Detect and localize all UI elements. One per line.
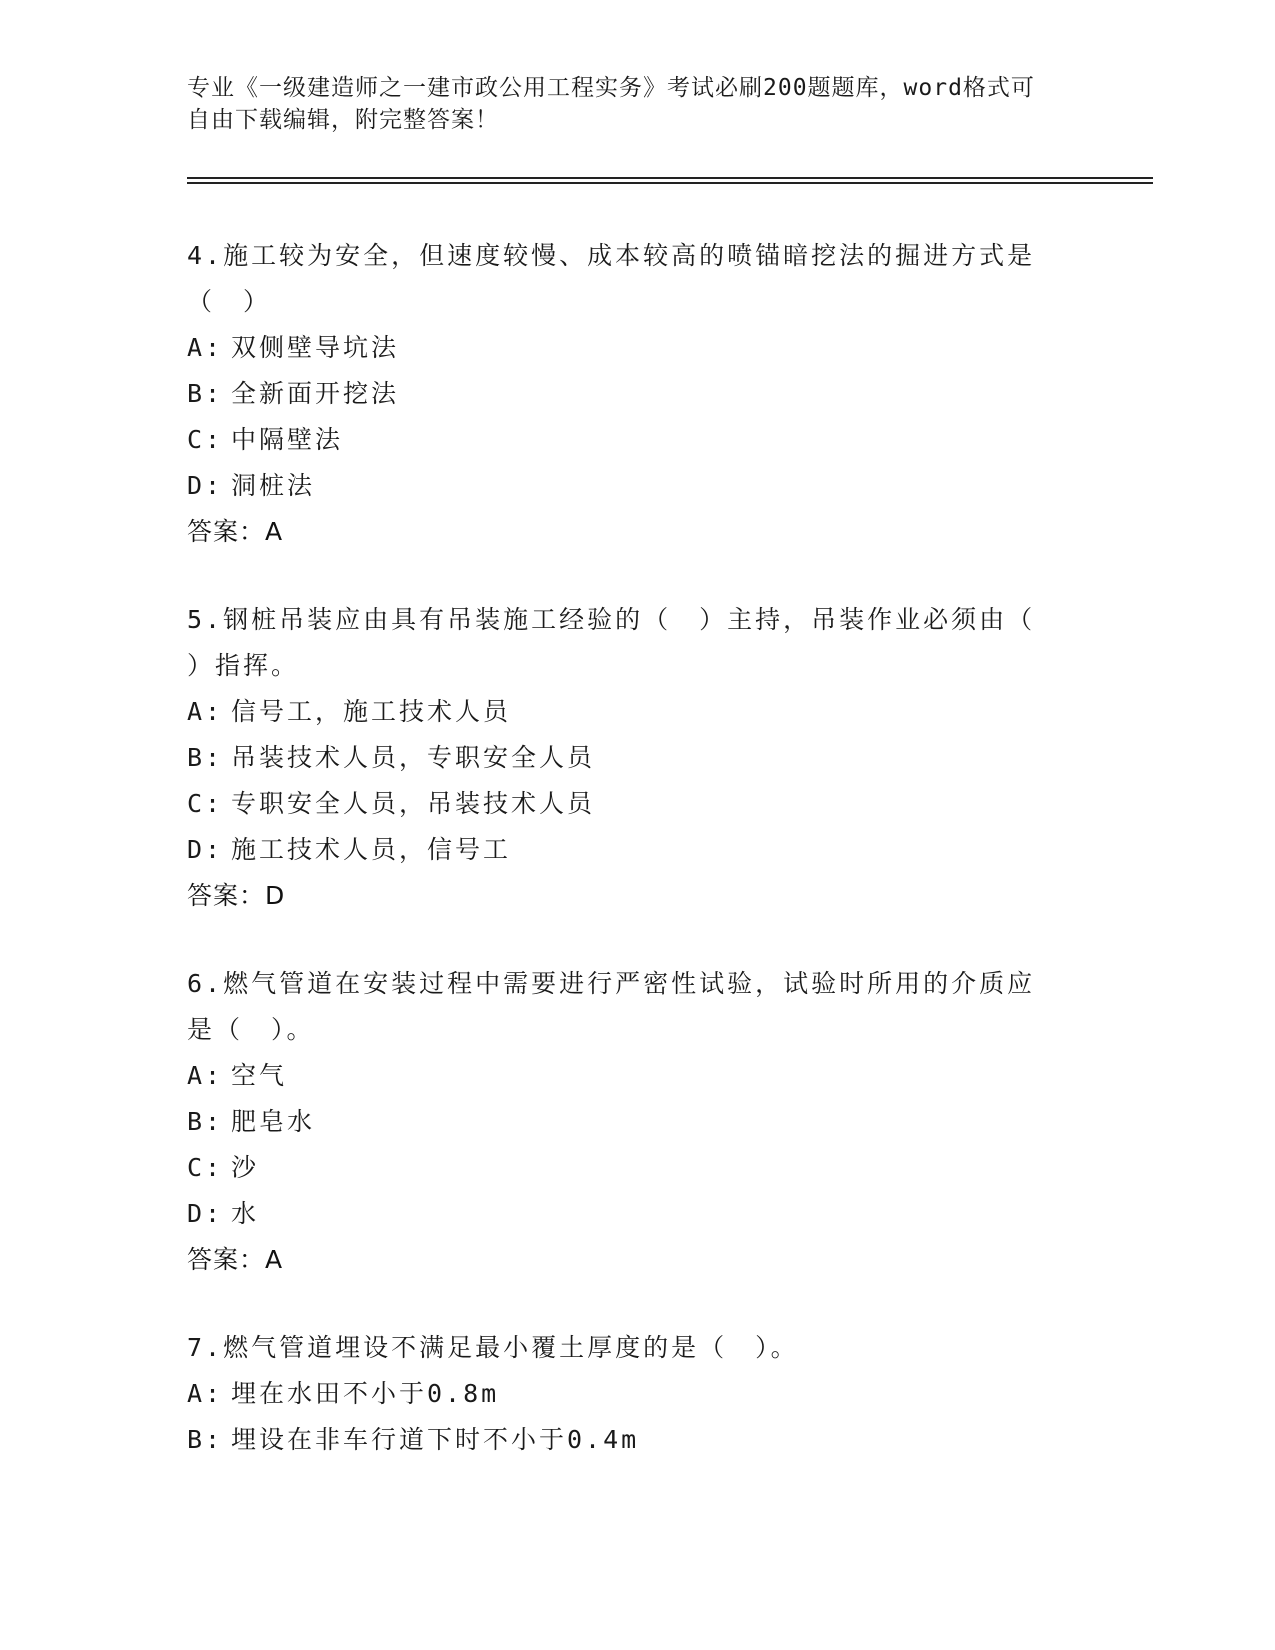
question-5 <box>187 597 1067 919</box>
option-key: A: <box>187 1061 224 1090</box>
option-text: 埋设在非车行道下时不小于0.4m <box>231 1425 640 1454</box>
question-4-stem-line-2: （ ） <box>187 287 272 316</box>
question-4-option-d <box>187 463 1067 509</box>
option-key: A: <box>187 1379 224 1408</box>
option-text: 专职安全人员，吊装技术人员 <box>231 789 596 818</box>
option-text: 双侧壁导坑法 <box>231 333 400 362</box>
question-6-answer: 答案：A <box>187 1245 284 1274</box>
question-5-option-b <box>187 735 1067 781</box>
option-key: B: <box>187 1425 224 1454</box>
option-key: C: <box>187 425 224 454</box>
question-5-option-a <box>187 689 1067 735</box>
question-5-option-d <box>187 827 1067 873</box>
question-4-option-b <box>187 371 1067 417</box>
option-text: 洞桩法 <box>231 471 316 500</box>
question-7-option-b <box>187 1417 1067 1463</box>
option-text: 信号工，施工技术人员 <box>231 697 512 726</box>
question-6-stem-line-2: 是（ ）。 <box>187 1015 315 1044</box>
question-4-stem-line-1: 4.施工较为安全，但速度较慢、成本较高的喷锚暗挖法的掘进方式是 <box>187 241 1036 270</box>
option-text: 沙 <box>231 1153 260 1182</box>
question-4-option-a <box>187 325 1067 371</box>
question-5-option-c <box>187 781 1067 827</box>
option-text: 水 <box>231 1199 260 1228</box>
question-6-option-a <box>187 1053 1067 1099</box>
question-4 <box>187 233 1067 555</box>
question-7-stem-line-1: 7.燃气管道埋设不满足最小覆土厚度的是（ ）。 <box>187 1333 799 1362</box>
option-text: 中隔壁法 <box>231 425 344 454</box>
question-5-stem-line-2: ）指挥。 <box>187 651 300 680</box>
header-divider-top <box>187 177 1153 179</box>
option-key: A: <box>187 697 224 726</box>
question-7-option-a <box>187 1371 1067 1417</box>
question-6-option-c <box>187 1145 1067 1191</box>
question-5-answer: 答案：D <box>187 881 286 910</box>
option-text: 全新面开挖法 <box>231 379 400 408</box>
question-6-stem-line-1: 6.燃气管道在安装过程中需要进行严密性试验，试验时所用的介质应 <box>187 969 1036 998</box>
option-text: 施工技术人员，信号工 <box>231 835 512 864</box>
header-divider-bottom <box>187 182 1153 184</box>
header-line-1: 专业《一级建造师之一建市政公用工程实务》考试必刷200题题库，word格式可 <box>187 75 1035 101</box>
option-key: D: <box>187 835 224 864</box>
option-key: B: <box>187 379 224 408</box>
option-key: D: <box>187 471 224 500</box>
document-header <box>187 72 1067 136</box>
option-text: 吊装技术人员，专职安全人员 <box>231 743 596 772</box>
option-key: D: <box>187 1199 224 1228</box>
option-key: B: <box>187 743 224 772</box>
option-key: A: <box>187 333 224 362</box>
option-key: B: <box>187 1107 224 1136</box>
question-6 <box>187 961 1067 1283</box>
question-5-stem-line-1: 5.钢桩吊装应由具有吊装施工经验的（ ）主持，吊装作业必须由（ <box>187 605 1036 634</box>
option-text: 埋在水田不小于0.8m <box>231 1379 500 1408</box>
question-4-option-c <box>187 417 1067 463</box>
question-4-answer: 答案：A <box>187 517 284 546</box>
option-text: 空气 <box>231 1061 288 1090</box>
header-line-2: 自由下载编辑，附完整答案！ <box>187 107 499 133</box>
question-6-option-d <box>187 1191 1067 1237</box>
option-key: C: <box>187 1153 224 1182</box>
question-7 <box>187 1325 1067 1463</box>
option-text: 肥皂水 <box>231 1107 316 1136</box>
question-6-option-b <box>187 1099 1067 1145</box>
option-key: C: <box>187 789 224 818</box>
